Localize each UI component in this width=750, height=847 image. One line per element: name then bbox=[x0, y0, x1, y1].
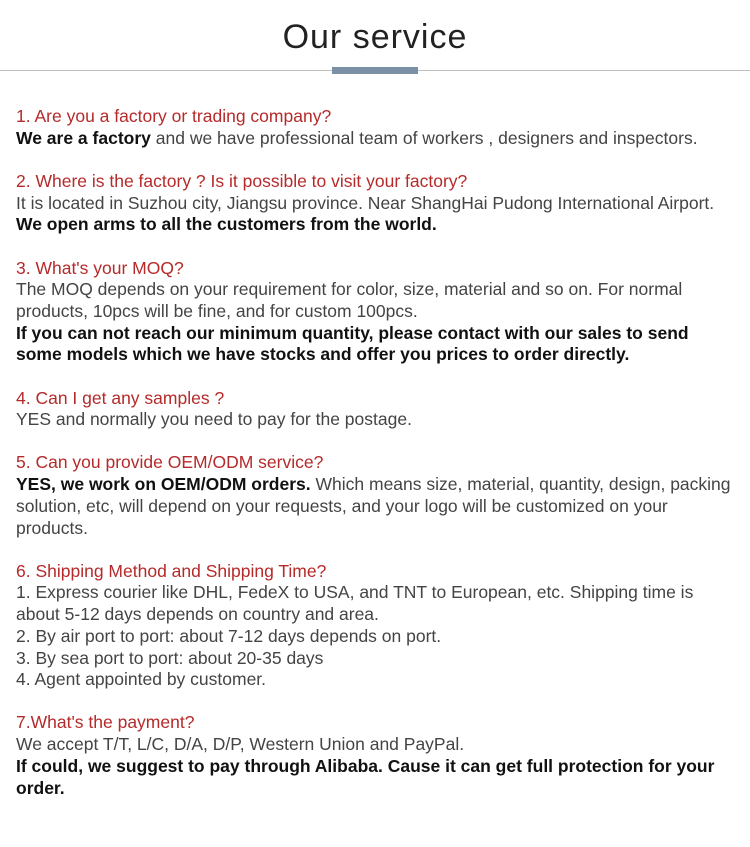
faq-item-shipping bbox=[16, 561, 736, 691]
faq-item-factory bbox=[16, 106, 736, 149]
page-title: Our service bbox=[282, 18, 468, 56]
faq-question: 3. What's your MOQ? bbox=[16, 257, 184, 278]
faq-answer bbox=[16, 193, 736, 236]
faq-answer-line: 4. Agent appointed by customer. bbox=[16, 669, 267, 690]
faq-item-payment bbox=[16, 712, 736, 799]
faq-list bbox=[16, 106, 736, 821]
answer-emphasis: YES, we work on OEM/ODM orders. bbox=[16, 474, 311, 495]
faq-item-samples bbox=[16, 388, 736, 431]
answer-emphasis: We open arms to all the customers from the world. bbox=[16, 214, 437, 235]
faq-answer-emphasis: If could, we suggest to pay through Alibaba. Cause it can get full protection for your order. bbox=[16, 755, 715, 798]
faq-question: 6. Shipping Method and Shipping Time? bbox=[16, 560, 327, 581]
faq-answer-line: 3. By sea port to port: about 20-35 days bbox=[16, 647, 324, 668]
answer-text: and we have professional team of workers , designers and inspectors. bbox=[150, 127, 698, 148]
faq-answer: We accept T/T, L/C, D/A, D/P, Western Union and PayPal. bbox=[16, 734, 465, 755]
faq-item-location bbox=[16, 171, 736, 236]
answer-text: It is located in Suzhou city, Jiangsu province. Near ShangHai Pudong International Airport. bbox=[16, 192, 715, 213]
faq-answer-line: 1. Express courier like DHL, FedeX to USA, and TNT to European, etc. Shipping time is about 5-12 days depends on country and area. bbox=[16, 582, 694, 625]
faq-answer-line: 2. By air port to port: about 7-12 days depends on port. bbox=[16, 625, 442, 646]
faq-item-moq bbox=[16, 258, 736, 367]
faq-answer-emphasis: If you can not reach our minimum quantity, please contact with our sales to send some models which we have stocks and offer you prices to order directly. bbox=[16, 322, 689, 365]
page-header bbox=[0, 0, 750, 74]
faq-answer bbox=[16, 474, 736, 539]
answer-emphasis: We are a factory bbox=[16, 127, 151, 148]
answer-text: Which means size, material, quantity, design, packing solution, etc, will depend on your requests, and your logo will be customized on your products. bbox=[16, 474, 731, 538]
faq-question: 1. Are you a factory or trading company? bbox=[16, 106, 332, 126]
faq-question: 7.What's the payment? bbox=[16, 712, 195, 733]
faq-answer: YES and normally you need to pay for the postage. bbox=[16, 409, 412, 430]
faq-answer bbox=[16, 128, 736, 150]
faq-question: 4. Can I get any samples ? bbox=[16, 387, 225, 408]
faq-item-oem bbox=[16, 452, 736, 539]
title-accent-bar bbox=[332, 67, 418, 74]
faq-question: 5. Can you provide OEM/ODM service? bbox=[16, 452, 324, 473]
faq-answer: The MOQ depends on your requirement for color, size, material and so on. For normal products, 10pcs will be fine, and for custom 100pcs. bbox=[16, 279, 683, 321]
faq-question: 2. Where is the factory ? Is it possible to visit your factory? bbox=[16, 170, 468, 191]
